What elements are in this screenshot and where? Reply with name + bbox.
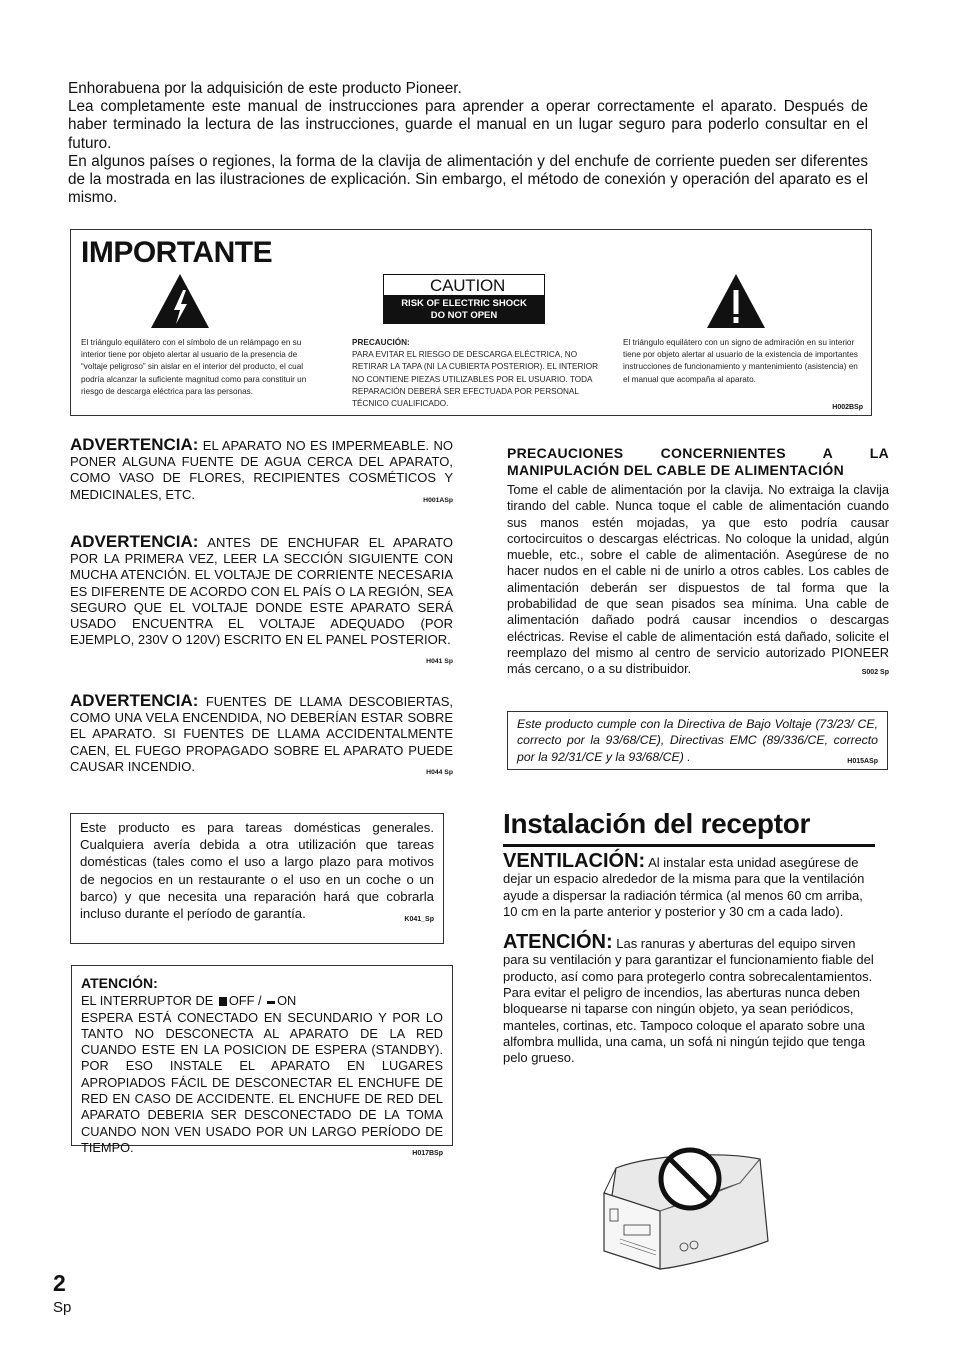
power-cable-section	[507, 445, 889, 682]
reference-code: H017BSp	[412, 1149, 443, 1157]
exclamation-warning-icon	[705, 272, 767, 330]
page-language: Sp	[53, 1299, 72, 1316]
on-symbol-icon	[267, 1001, 275, 1004]
installation-section	[503, 808, 875, 1067]
switch-text: EL INTERRUPTOR DE	[81, 993, 217, 1009]
warning-label: ADVERTENCIA:	[70, 532, 199, 551]
caution-warning	[383, 296, 545, 324]
domestic-use-box	[70, 813, 444, 944]
caution-line: RISK OF ELECTRIC SHOCK	[401, 298, 527, 309]
warning-label: ADVERTENCIA:	[70, 435, 199, 454]
directive-text: Este producto cumple con la Directiva de Bajo Voltaje (73/23/ CE, correcto por la 93/68/CE), Directivas EMC (89/336/CE, correcto por la 92/31/CE y la 93/68/CE) .	[517, 717, 878, 764]
intro-paragraph: En algunos países o regiones, la forma de la clavija de alimentación y del enchufe de corriente pueden ser diferentes de la mostrada en las ilustraciones de explicación. Sin embargo, el método de conexión y operación del aparato es el mismo.	[68, 152, 868, 207]
title-underline	[503, 844, 875, 847]
warning-label: ADVERTENCIA:	[70, 691, 199, 710]
switch-off-text: OFF /	[228, 993, 266, 1009]
intro-text	[68, 80, 868, 207]
exclamation-description: El triángulo equilátero con un signo de admiración en su interior tiene por objeto alertar al usuario de la existencia de importantes instrucciones de funcionamiento y mantenimiento (asistencia) en el manual que acompaña al aparato.	[623, 338, 858, 384]
lightning-description: El triángulo equilátero con el símbolo de un relámpago en su interior tiene por objeto alertar al usuario de la presencia de “voltaje peligroso” sin aislar en el interior del producto, el cual podría alcanzar la suficiente magnitud como para constituir un riesgo de descarga eléctrica para las personas.	[81, 338, 307, 396]
warning-block	[70, 693, 453, 781]
reference-code: H001ASp	[423, 496, 453, 504]
atencion-text: ESPERA ESTÁ CONECTADO EN SECUNDARIO Y POR LO TANTO NO DESCONECTA AL APARATO DE LA RED CUANDO ESTE EN LA POSICION DE ESPERA (STANDBY). POR ESO INSTALE EL APARATO EN LUGARES APROPIADOS FÁCIL DE DESCONECTAR EL ENCHUFE DE RED EN CASO DE ACCIDENTE. EL ENCHUFE DE RED DEL APARATO DEBERIA SER DESCONECTADO DE LA TOMA CUANDO NON VEN USADO POR UN LARGO PERÍODO DE TIEMPO.	[81, 1009, 443, 1155]
atencion-box	[71, 965, 453, 1157]
standby-switch-line	[81, 993, 443, 1009]
intro-paragraph: Enhorabuena por la adquisición de este producto Pioneer.	[68, 80, 462, 97]
domestic-use-text: Este producto es para tareas domésticas generales. Cualquiera avería debida a otra utilización que tareas domésticas (tales como el uso a largo plazo para motivos de negocios en un restaurante o el uso en un coche o un barco) y que necesita una reparación hará que cobrarla incluso durante el período de garantía.	[80, 820, 434, 922]
warning-text: FUENTES DE LLAMA DESCOBIERTAS, COMO UNA VELA ENCENDIDA, NO DEBERÍAN ESTAR SOBRE EL APARATO. SI FUENTES DE LLAMA ACCIDENTALMENTE CAEN, EL FUEGO PROPAGADO SOBRE EL APARATO PUEDE CAUSAR INCENDIO.	[70, 694, 453, 774]
reference-code: H044 Sp	[426, 768, 453, 776]
lightning-warning-icon	[149, 272, 211, 330]
warning-block	[70, 437, 453, 509]
atencion-label: ATENCIÓN:	[503, 931, 613, 954]
importante-box	[70, 229, 872, 416]
precaution-notice	[352, 337, 600, 410]
power-cable-heading: PRECAUCIONES CONCERNIENTES A LA MANIPULACIÓN DEL CABLE DE ALIMENTACIÓN	[507, 445, 889, 478]
warning-text: ANTES DE ENCHUFAR EL APARATO POR LA PRIMERA VEZ, LEER LA SECCIÓN SIGUIENTE CON MUCHA ATENCIÓN. EL VOLTAJE DE CORRIENTE NECESARIA ES DIFERENTE DE ACORDO CON EL PAÍS O LA REGIÓN, SEA SEGURO QUE EL VOLTAJE DONDE ESTE APARATO SERÁ USADO ENCUENTRA EL VOLTAJE ADEQUADO (POR EJEMPLO, 230V O 120V) ESCRITO EN EL PANEL POSTERIOR.	[70, 535, 453, 648]
reference-code: H015ASp	[847, 757, 878, 765]
power-cable-paragraph: Tome el cable de alimentación por la clavija. No extraiga la clavija tirando del cable. Nunca toque el cable de alimentación cuando sus manos estén mojadas, ya que esto podría causar cortocircuitos o descargas eléctricas. No coloque la unidad, algún mueble, etc., sobre el cable de alimentación. Asegúrese de no hacer nudos en el cable ni de unirlo a otros cables. Los cables de alimentación deberán ser dispuestos de tal forma que la probabilidad de que sean pisados sea mínima. Una cable de alimentación dañado podrá causar incendios o descargas eléctricas. Revise el cable de alimentación está dañado, solicite el reemplazo del mismo al centro de servicio autorizado PIONEER más cercano, o a su distribuidor.	[507, 482, 889, 677]
reference-code: H002BSp	[832, 404, 863, 411]
importante-title: IMPORTANTE	[81, 236, 273, 269]
installation-title: Instalación del receptor	[503, 808, 811, 839]
directive-box	[507, 711, 888, 770]
atencion-text: Las ranuras y aberturas del equipo sirven para su ventilación y para garantizar el funcionamiento fiable del producto, así como para protegerlo contra sobrecalentamientos. Para evitar el peligro de incendios, las aberturas nunca deben bloquearse ni taparse con ningún objeto, ya sean periódicos, manteles, cortinas, etc. Tampoco coloque el aparato sobre una alfombra mullida, una cama, un sofá ni ningún tejido que tenga pelo grueso.	[503, 936, 874, 1066]
ventilation-text: Al instalar esta unidad asegúrese de dejar un espacio alrededor de la misma para que la ventilación ayude a dispersar la radiación térmica (al menos 60 cm arriba, 10 cm en la parte anterior y posterior y 30 cm a cada lado).	[503, 855, 865, 919]
precaution-heading: PRECAUCIÓN:	[352, 338, 410, 347]
switch-on-text: ON	[277, 993, 297, 1009]
warning-block	[70, 534, 453, 671]
atencion-title: ATENCIÓN:	[81, 975, 158, 991]
caution-title: CAUTION	[383, 274, 545, 296]
intro-paragraph: Lea completamente este manual de instrucciones para aprender a operar correctamente el aparato. Después de haber terminado la lectura de las instrucciones, guarde el manual en un lugar seguro para poderlo consultar en el futuro.	[68, 98, 868, 152]
power-cable-text	[507, 482, 889, 678]
warning-text: EL APARATO NO ES IMPERMEABLE. NO PONER ALGUNA FUENTE DE AGUA CERCA DEL APARATO, COMO VASO DE FLORES, RECIPIENTES COSMÉTICOS Y MEDICINALES, ETC.	[70, 438, 453, 502]
covered-receiver-illustration	[590, 1143, 776, 1273]
reference-code: H041 Sp	[426, 658, 453, 666]
off-symbol-icon	[219, 997, 227, 1006]
caution-line: DO NOT OPEN	[430, 310, 498, 321]
atencion-paragraph	[503, 931, 875, 1066]
ventilation-label: VENTILACIÓN:	[503, 850, 646, 872]
reference-code: K041_Sp	[404, 916, 434, 924]
ventilation-paragraph	[503, 850, 875, 920]
caution-label	[383, 274, 545, 324]
page-number: 2	[53, 1270, 66, 1296]
precaution-text: PARA EVITAR EL RIESGO DE DESCARGA ELÉCTRICA, NO RETIRAR LA TAPA (NI LA CUBIERTA POSTERIOR). EL INTERIOR NO CONTIENE PIEZAS UTILIZABLES POR EL USUARIO. TODA REPARACIÓN DEBERÁ SER EFECTUADA POR PERSONAL TÉCNICO CUALIFICADO.	[352, 350, 598, 409]
reference-code: S002 Sp	[861, 669, 889, 677]
